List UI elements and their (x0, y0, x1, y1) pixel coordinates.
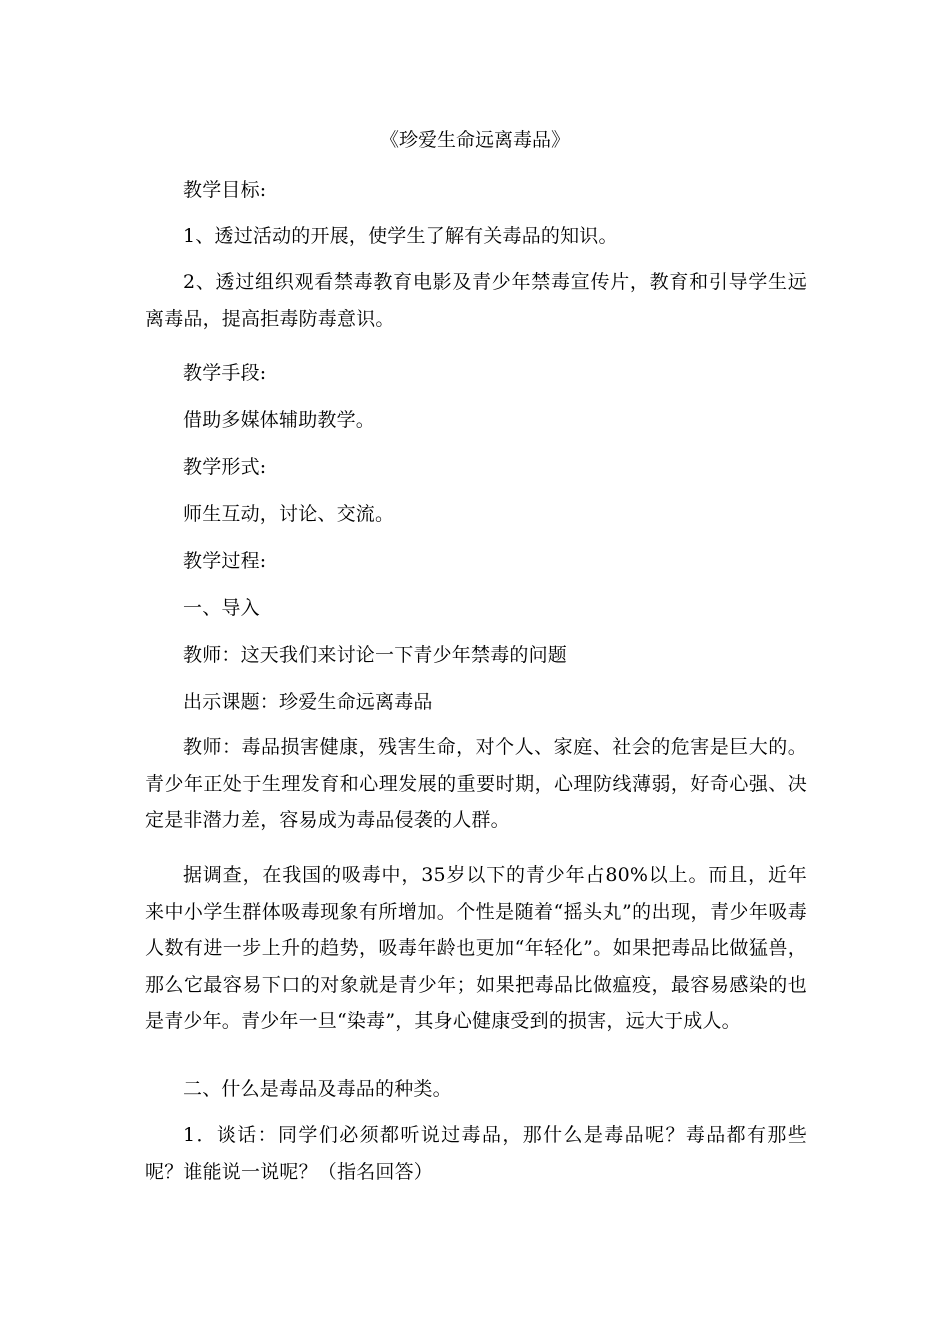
paragraph-teaching-means: 借助多媒体辅助教学。 (183, 409, 376, 431)
paragraph-goal-1: 1、透过活动的开展，使学生了解有关毒品的知识。 (183, 225, 618, 247)
paragraph-teacher-intro: 教师：这天我们来讨论一下青少年禁毒的问题 (183, 644, 568, 666)
paragraph-talk: 1．谈话：同学们必须都听说过毒品，那什么是毒品呢？毒品都有那些呢？谁能说一说呢？（指名回答） (145, 1124, 807, 1183)
paragraph-show-topic: 出示课题：珍爱生命远离毒品 (183, 691, 433, 713)
paragraph-section-two: 二、什么是毒品及毒品的种类。 (183, 1078, 452, 1100)
paragraph-section-intro: 一、导入 (183, 597, 260, 619)
paragraph-teaching-process-heading: 教学过程: (183, 550, 267, 572)
paragraph-teaching-form: 师生互动，讨论、交流。 (183, 503, 395, 525)
paragraph-teaching-form-heading: 教学形式: (183, 456, 267, 478)
paragraph-survey: 据调查，在我国的吸毒中，35岁以下的青少年占80%以上。而且，近年来中小学生群体吸毒现象有所增加。个性是随着“摇头丸”的出现，青少年吸毒人数有进一步上升的趋势，吸毒年龄也更加“年轻化”。如果把毒品比做猛兽，那么它最容易下口的对象就是青少年；如果把毒品比做瘟疫，最容易感染的也是青少年。青少年一旦“染毒”，其身心健康受到的损害，远大于成人。 (145, 864, 807, 1032)
paragraph-teacher-harm: 教师：毒品损害健康，残害生命，对个人、家庭、社会的危害是巨大的。青少年正处于生理发育和心理发展的重要时期，心理防线薄弱，好奇心强、决定是非潜力差，容易成为毒品侵袭的人群。 (145, 736, 807, 831)
paragraph-goal-2: 2、透过组织观看禁毒教育电影及青少年禁毒宣传片，教育和引导学生远离毒品，提高拒毒防毒意识。 (145, 271, 807, 330)
paragraph-teaching-means-heading: 教学手段: (183, 362, 267, 384)
document-title: 《珍爱生命远离毒品》 (379, 129, 570, 151)
paragraph-teaching-goals-heading: 教学目标: (183, 179, 267, 201)
